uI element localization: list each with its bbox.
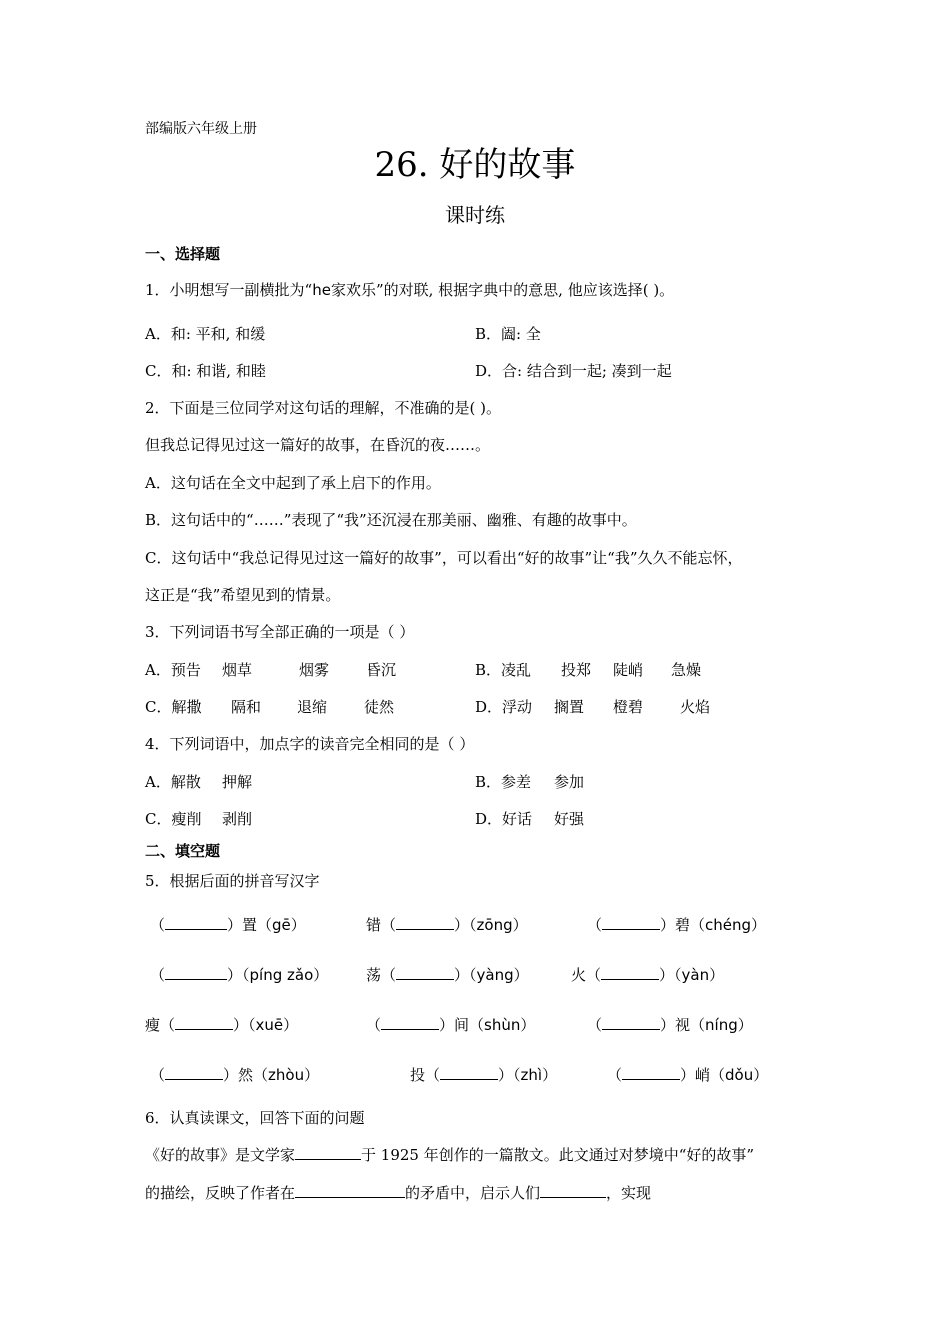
answer-blank[interactable] [602,915,660,930]
answer-blank[interactable] [165,965,227,980]
q2-option-c-line2: 这正是“我”希望见到的情景。 [145,586,341,604]
q3-option-b-word4: 急燥 [671,661,702,679]
q3-stem: 3．下列词语书写全部正确的一项是（ ） [145,623,415,641]
answer-blank[interactable] [440,1065,498,1080]
q6-stem: 6．认真读课文，回答下面的问题 [145,1109,365,1127]
q3-option-c-word3: 退缩 [297,698,328,716]
q2-option-a: A．这句话在全文中起到了承上启下的作用。 [145,474,441,492]
answer-blank[interactable] [396,915,454,930]
page-title: 26. 好的故事 [374,145,576,185]
q2-quote: 但我总记得见过这一篇好的故事，在昏沉的夜……。 [145,436,491,454]
q5-item: （ ）（píng zǎo） [150,966,329,984]
q5-item: 投（ ）（zhì） [410,1066,558,1084]
q5-item: （ ）峭（dǒu） [607,1066,769,1084]
answer-blank[interactable] [175,1015,233,1030]
q1-option-b: B．阖: 全 [475,325,541,343]
q3-option-a-word4: 昏沉 [366,661,397,679]
q3-option-b-word3: 陡峭 [613,661,644,679]
q5-item: （ ）然（zhòu） [150,1066,320,1084]
q5-item: 错（ ）（zōng） [366,916,528,934]
q3-option-d-word4: 火焰 [680,698,711,716]
q4-option-c-label: C．瘦削 [145,810,202,828]
answer-blank[interactable] [381,1015,439,1030]
q5-item: （ ）间（shùn） [366,1016,536,1034]
section-choice: 一、选择题 [145,245,221,263]
q6-line1: 《好的故事》是文学家 于 1925 年创作的一篇散文。此文通过对梦境中“好的故事” [145,1146,755,1164]
q6-line2: 的描绘，反映了作者在 的矛盾中，启示人们 ，实现 [145,1184,652,1202]
answer-blank[interactable] [540,1183,606,1198]
q1-stem-rest: 家欢乐”的对联, 根据字典中的意思, 他应该选择( )。 [330,281,675,299]
q4-option-a-label: A．解散 [145,773,201,791]
q1-option-d: D．合: 结合到一起; 凑到一起 [475,362,672,380]
q2-stem: 2．下面是三位同学对这句话的理解，不准确的是( )。 [145,399,502,417]
answer-blank[interactable] [602,1015,660,1030]
q1-stem [145,280,674,300]
page-subtitle: 课时练 [445,203,505,227]
q4-option-b-word2: 参加 [554,773,585,791]
q5-item: 瘦（ ）（xuē） [145,1016,299,1034]
q3-option-c-word4: 徒然 [364,698,395,716]
q5-item: （ ）置（gē） [150,916,306,934]
answer-blank[interactable] [295,1183,405,1198]
q5-stem: 5．根据后面的拼音写汉字 [145,872,320,890]
q1-option-a: A．和: 平和, 和缓 [145,325,266,343]
q3-option-b-label: B．凌乱 [475,661,532,679]
q1-option-c: C．和: 和谐, 和睦 [145,362,266,380]
q3-option-a-label: A．预告 [145,661,201,679]
grade-header: 部编版六年级上册 [145,121,257,137]
q3-option-c-word2: 隔和 [231,698,262,716]
q3-option-c-label: C．解撒 [145,698,202,716]
section-fill: 二、填空题 [145,842,221,860]
q4-option-d-word2: 好强 [554,810,585,828]
q3-option-d-label: D．浮动 [475,698,533,716]
q4-option-b-label: B．参差 [475,773,532,791]
answer-blank[interactable] [396,965,454,980]
q3-option-d-word2: 搁置 [554,698,585,716]
answer-blank[interactable] [601,965,659,980]
answer-blank[interactable] [295,1145,361,1160]
q4-option-d-label: D．好话 [475,810,533,828]
answer-blank[interactable] [165,915,227,930]
q5-item: 火（ ）（yàn） [571,966,725,984]
q4-option-a-word2: 押解 [222,773,253,791]
q3-option-d-word3: 橙碧 [613,698,644,716]
q4-stem: 4．下列词语中，加点字的读音完全相同的是（ ） [145,735,475,753]
q2-option-b: B．这句话中的“……”表现了“我”还沉浸在那美丽、幽雅、有趣的故事中。 [145,511,637,529]
q5-item: （ ）碧（chéng） [587,916,767,934]
q4-option-c-word2: 剥削 [222,810,253,828]
answer-blank[interactable] [622,1065,680,1080]
answer-blank[interactable] [165,1065,223,1080]
q5-item: 荡（ ）（yàng） [366,966,529,984]
q3-option-a-word2: 烟草 [222,661,253,679]
q1-stem-pinyin: he [312,281,331,299]
q5-item: （ ）视（níng） [587,1016,753,1034]
q1-stem-text: 1．小明想写一副横批为“ [145,281,313,299]
q3-option-b-word2: 投郑 [561,661,592,679]
q2-option-c-line1: C．这句话中“我总记得见过这一篇好的故事”，可以看出“好的故事”让“我”久久不能忘怀， [145,549,743,567]
q3-option-a-word3: 烟雾 [299,661,330,679]
